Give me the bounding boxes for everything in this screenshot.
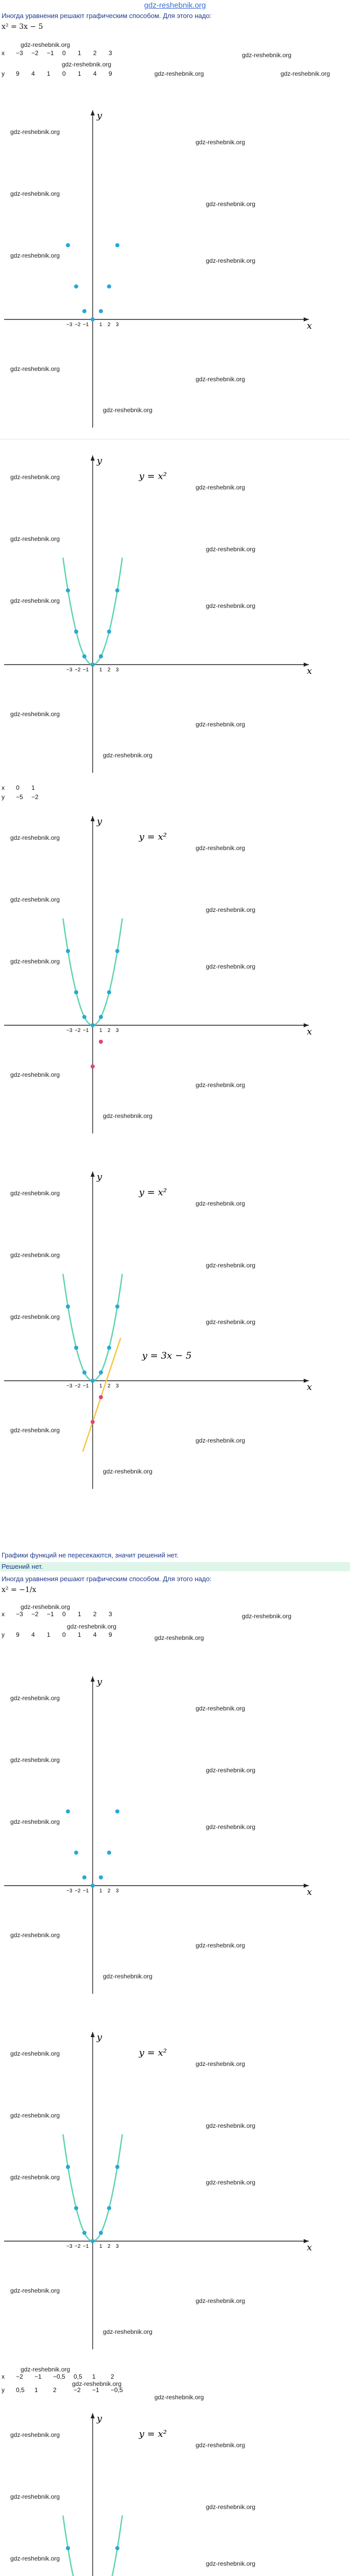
parabola-point [74,1346,78,1350]
table-cell: 3 [109,1611,112,1618]
table-cell: 4 [31,1631,35,1638]
x-tick-label: −1 [83,667,89,673]
watermark: gdz-reshebnik.org [196,2060,246,2067]
watermark: gdz-reshebnik.org [21,1603,71,1611]
x-tick-label: 2 [108,1028,111,1033]
parabola-point [66,1304,70,1309]
watermark: gdz-reshebnik.org [196,139,246,146]
x-tick-label: −1 [83,2244,89,2249]
watermark: gdz-reshebnik.org [10,1190,60,1197]
table-cell: −3 [16,1611,23,1618]
parabola-point [82,1015,86,1019]
watermark: gdz-reshebnik.org [10,365,60,372]
graph-6-svg [0,2025,350,2354]
x-tick-label: 1 [99,1028,102,1033]
table-label: x [2,2373,5,2380]
table-cell: −1 [47,1611,54,1618]
parabola-point [66,2165,70,2169]
table-cell: 2 [53,2386,57,2394]
graph-6 [0,2025,350,2354]
parabola-label: y = x² [139,1187,167,1198]
table-cell: 1 [78,1631,81,1638]
parabola-point [99,309,103,313]
site-title[interactable]: gdz-reshebnik.org [144,1,206,10]
x-tick-label: −3 [66,2244,73,2249]
watermark: gdz-reshebnik.org [154,1634,204,1641]
problem2-intro: Иногда уравнения решают графическим способом. Для этого надо: [2,1575,212,1583]
table-cell: 0 [62,1611,66,1618]
watermark: gdz-reshebnik.org [154,2394,204,2401]
table-cell: 9 [109,1631,112,1638]
watermark: gdz-reshebnik.org [206,963,256,970]
line-graph [83,1338,121,1452]
problem2-equation: x² = −1/x [2,1586,37,1594]
watermark: gdz-reshebnik.org [196,1081,246,1089]
parabola-point [82,309,86,313]
parabola-point [82,1875,86,1879]
watermark: gdz-reshebnik.org [206,906,256,913]
table-label: y [2,70,5,77]
x-axis-label: x [307,320,312,331]
table-cell: −5 [16,793,23,801]
watermark: gdz-reshebnik.org [10,597,60,604]
table-label: y [2,2386,5,2394]
parabola-point [91,317,95,321]
table-cell: 1 [78,49,81,57]
parabola-point [82,2231,86,2235]
parabola-label: y = x² [139,2047,167,2058]
table-label: x [2,1611,5,1618]
y-arrow [91,110,95,115]
problem2-table2-y-row [2,2386,129,2394]
table-label: y [2,1631,5,1638]
y-axis-label: y [97,1172,102,1182]
parabola-point [74,284,78,289]
watermark: gdz-reshebnik.org [206,2179,256,2186]
parabola-point [82,1370,86,1375]
watermark: gdz-reshebnik.org [242,52,292,59]
parabola-point [107,284,111,289]
watermark: gdz-reshebnik.org [10,535,60,543]
watermark: gdz-reshebnik.org [206,546,256,553]
table-cell: −2 [31,49,39,57]
parabola-point [66,949,70,953]
x-tick-label: 3 [116,667,119,673]
table-label: x [2,784,5,791]
x-tick-label: 1 [99,322,102,328]
watermark: gdz-reshebnik.org [10,1313,60,1320]
parabola-point [66,1809,70,1814]
problem1-conclusion: Графики функций не пересекаются, значит решений нет. [2,1551,179,1559]
graph-3 [0,809,350,1139]
x-axis-label: x [307,666,312,676]
watermark: gdz-reshebnik.org [10,710,60,718]
line-point [91,1064,95,1069]
watermark: gdz-reshebnik.org [21,41,71,48]
y-axis-label: y [97,1676,102,1687]
x-tick-label: −2 [75,1028,81,1033]
graph-1-svg [0,103,350,433]
graph-2 [0,448,350,778]
y-arrow [91,2413,95,2418]
answer-highlight [0,1562,350,1571]
watermark: gdz-reshebnik.org [10,1756,60,1764]
x-tick-label: 2 [108,2244,111,2249]
parabola-point [91,663,95,667]
table-cell: −2 [74,2386,81,2394]
watermark: gdz-reshebnik.org [21,2366,71,2373]
y-arrow [91,455,95,461]
x-tick-label: 1 [99,1383,102,1389]
watermark: gdz-reshebnik.org [196,844,246,852]
watermark: gdz-reshebnik.org [10,2112,60,2119]
x-tick-label: 3 [116,1383,119,1389]
watermark: gdz-reshebnik.org [196,1200,246,1207]
graph-7-svg [0,2406,350,2576]
y-axis-label: y [97,2413,102,2424]
watermark: gdz-reshebnik.org [10,473,60,481]
table-cell: 4 [31,70,35,77]
problem2-table-y-row [2,1631,124,1638]
parabola-point [66,243,70,247]
parabola-point [91,1023,95,1027]
table-cell: −2 [16,2373,23,2380]
line-label: y = 3x − 5 [142,1350,192,1361]
x-tick-label: 3 [116,1028,119,1033]
parabola-label: y = x² [139,2429,167,2439]
x-tick-label: −3 [66,1888,73,1894]
table-cell: 0,5 [74,2373,82,2380]
parabola-point [74,2206,78,2210]
table-cell: 9 [16,1631,20,1638]
watermark: gdz-reshebnik.org [206,1767,256,1774]
x-tick-label: 2 [108,322,111,328]
table-cell: 2 [93,49,97,57]
parabola-point [91,1884,95,1888]
watermark: gdz-reshebnik.org [281,70,330,77]
table-cell: −1 [34,2373,42,2380]
y-arrow [91,1676,95,1682]
x-axis-label: x [307,1382,312,1393]
parabola-point [91,1379,95,1383]
watermark: gdz-reshebnik.org [206,257,256,264]
table-cell: 9 [16,70,20,77]
table-cell: 2 [111,2373,114,2380]
table-label: y [2,793,5,801]
watermark: gdz-reshebnik.org [103,406,153,414]
table-cell: −0,5 [53,2373,65,2380]
table-cell: 0 [62,70,66,77]
x-tick-label: 2 [108,1383,111,1389]
x-axis-label: x [307,2242,312,2253]
watermark: gdz-reshebnik.org [10,252,60,259]
graph-5 [0,1669,350,1999]
problem1-table2-x-row [2,784,47,791]
watermark: gdz-reshebnik.org [196,484,246,491]
x-tick-label: −3 [66,667,73,673]
watermark: gdz-reshebnik.org [10,128,60,135]
watermark: gdz-reshebnik.org [206,1823,256,1831]
parabola-point [74,990,78,994]
table-cell: −3 [16,49,23,57]
y-axis-label: y [97,2032,102,2043]
watermark: gdz-reshebnik.org [196,2297,246,2304]
watermark: gdz-reshebnik.org [242,1613,292,1620]
watermark: gdz-reshebnik.org [206,1318,256,1326]
watermark: gdz-reshebnik.org [10,1427,60,1434]
y-arrow [91,1172,95,1177]
x-tick-label: −2 [75,1383,81,1389]
parabola-point [74,1851,78,1855]
parabola-point [99,1875,103,1879]
y-axis-label: y [97,455,102,466]
problem1-table2-y-row [2,793,47,801]
x-tick-label: −2 [75,1888,81,1894]
x-tick-label: −2 [75,322,81,328]
parabola-point [66,2546,70,2550]
parabola-point [115,2546,119,2550]
table-cell: 1 [47,1631,50,1638]
watermark: gdz-reshebnik.org [103,1973,153,1980]
watermark: gdz-reshebnik.org [206,200,256,208]
table-cell: 1 [31,784,35,791]
x-axis-label: x [307,1887,312,1897]
parabola-point [107,630,111,634]
x-tick-label: −2 [75,2244,81,2249]
parabola-point [82,654,86,658]
parabola-label: y = x² [139,832,167,842]
table-cell: 0 [16,784,20,791]
watermark: gdz-reshebnik.org [196,1942,246,1949]
line-point [99,1395,103,1399]
graph-2-svg [0,448,350,778]
table-cell: −2 [31,793,39,801]
x-axis-label: x [307,1026,312,1037]
watermark: gdz-reshebnik.org [10,834,60,841]
watermark: gdz-reshebnik.org [10,1071,60,1078]
parabola-point [99,654,103,658]
parabola-point [107,990,111,994]
problem2-table-x-row [2,1611,124,1618]
x-tick-label: 3 [116,2244,119,2249]
watermark: gdz-reshebnik.org [206,1262,256,1269]
x-tick-label: 2 [108,667,111,673]
table-cell: 1 [34,2386,38,2394]
watermark: gdz-reshebnik.org [10,2493,60,2500]
x-tick-label: −1 [83,1383,89,1389]
table-label: x [2,49,5,57]
parabola-point [115,588,119,592]
parabola-point [107,1346,111,1350]
x-tick-label: 1 [99,2244,102,2249]
parabola-point [107,2206,111,2210]
table-cell: 3 [109,49,112,57]
watermark: gdz-reshebnik.org [10,958,60,965]
parabola-point [115,949,119,953]
watermark: gdz-reshebnik.org [196,376,246,383]
line-point [91,1420,95,1424]
watermark: gdz-reshebnik.org [10,1818,60,1825]
parabola-point [107,1851,111,1855]
x-tick-label: −3 [66,1383,73,1389]
x-tick-label: 2 [108,1888,111,1894]
parabola-point [115,1809,119,1814]
parabola-point [99,1015,103,1019]
table-cell: 1 [47,70,50,77]
table-cell: 0 [62,49,66,57]
parabola-point [91,2239,95,2243]
watermark: gdz-reshebnik.org [154,70,204,77]
watermark: gdz-reshebnik.org [72,2380,122,2387]
watermark: gdz-reshebnik.org [196,721,246,728]
watermark: gdz-reshebnik.org [206,2503,256,2511]
parabola-point [99,1370,103,1375]
x-tick-label: −3 [66,322,73,328]
watermark: gdz-reshebnik.org [206,2122,256,2129]
table-cell: −2 [31,1611,39,1618]
watermark: gdz-reshebnik.org [103,752,153,759]
table-cell: 0 [62,1631,66,1638]
table-cell: 0,5 [16,2386,25,2394]
watermark: gdz-reshebnik.org [10,896,60,903]
problem1-equation: x² = 3x − 5 [2,23,43,31]
x-tick-label: 1 [99,667,102,673]
watermark: gdz-reshebnik.org [10,2555,60,2562]
y-axis-label: y [97,816,102,827]
watermark: gdz-reshebnik.org [10,190,60,197]
problem1-answer: Решений нет. [2,1563,43,1570]
graph-1 [0,103,350,433]
watermark: gdz-reshebnik.org [103,1112,153,1120]
table-cell: 1 [78,1611,81,1618]
watermark: gdz-reshebnik.org [10,1931,60,1939]
graph-4-svg [0,1164,350,1494]
table-cell: −1 [92,2386,99,2394]
x-tick-label: 1 [99,1888,102,1894]
parabola-point [74,630,78,634]
problem1-table-x-row [2,49,124,57]
parabola-point [115,243,119,247]
table-cell: 9 [109,70,112,77]
watermark: gdz-reshebnik.org [10,2287,60,2294]
table-cell: −1 [47,49,54,57]
watermark: gdz-reshebnik.org [196,1705,246,1712]
problem1-table-y-row [2,70,124,77]
parabola-point [115,2165,119,2169]
watermark: gdz-reshebnik.org [10,2174,60,2181]
table-cell: 4 [93,70,97,77]
watermark: gdz-reshebnik.org [10,1694,60,1702]
watermark: gdz-reshebnik.org [206,2560,256,2567]
watermark: gdz-reshebnik.org [103,1468,153,1475]
x-tick-label: −1 [83,1888,89,1894]
x-tick-label: −1 [83,1028,89,1033]
watermark: gdz-reshebnik.org [196,2442,246,2449]
parabola-point [66,588,70,592]
problem1-intro: Иногда уравнения решают графическим способом. Для этого надо: [2,12,212,20]
x-tick-label: −3 [66,1028,73,1033]
y-arrow [91,816,95,821]
parabola-label: y = x² [139,471,167,482]
table-cell: 1 [92,2373,96,2380]
table-cell: −0,5 [111,2386,123,2394]
graph-7 [0,2406,350,2576]
y-arrow [91,2032,95,2037]
watermark: gdz-reshebnik.org [10,2050,60,2057]
watermark: gdz-reshebnik.org [10,2431,60,2438]
parabola-point [115,1304,119,1309]
parabola-point [99,2231,103,2235]
y-axis-label: y [97,110,102,121]
table-cell: 4 [93,1631,97,1638]
x-tick-label: −1 [83,322,89,328]
watermark: gdz-reshebnik.org [196,1437,246,1444]
x-tick-label: 3 [116,1888,119,1894]
table-cell: 2 [93,1611,97,1618]
graph-3-svg [0,809,350,1139]
watermark: gdz-reshebnik.org [206,602,256,609]
table-cell: 1 [78,70,81,77]
watermark: gdz-reshebnik.org [67,1623,117,1630]
watermark: gdz-reshebnik.org [10,1251,60,1259]
watermark: gdz-reshebnik.org [103,2328,153,2335]
x-tick-label: −2 [75,667,81,673]
line-point [99,1040,103,1044]
problem2-table2-x-row [2,2373,129,2380]
graph-5-svg [0,1669,350,1999]
x-tick-label: 3 [116,322,119,328]
graph-4 [0,1164,350,1494]
watermark: gdz-reshebnik.org [62,61,112,68]
